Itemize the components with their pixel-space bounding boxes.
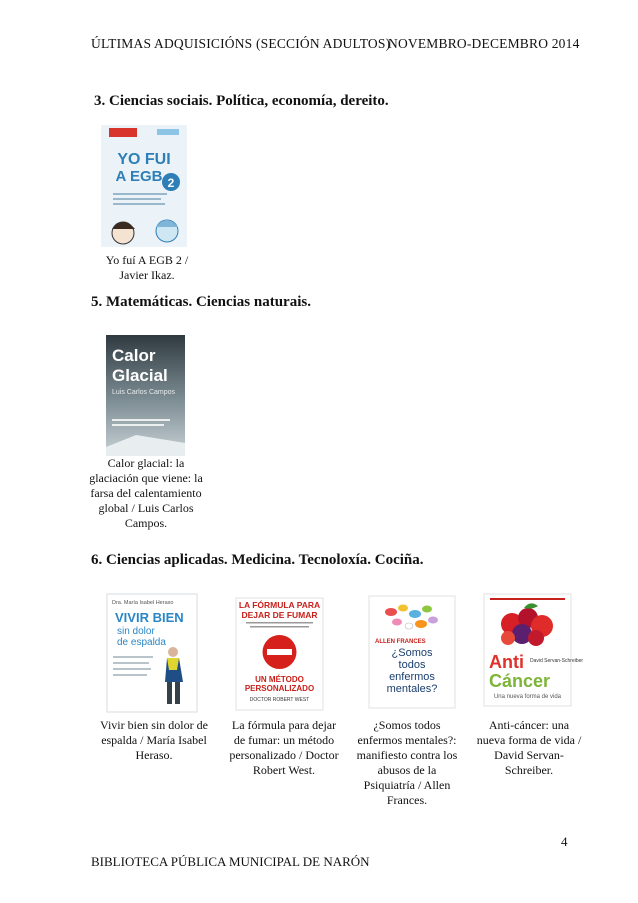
book-cover-vivir-bien[interactable] bbox=[107, 594, 197, 712]
book-cover-somos-todos[interactable] bbox=[369, 596, 455, 708]
cover-title-line: PERSONALIZADO bbox=[244, 684, 315, 693]
book-cover-yo-fui-a-egb[interactable] bbox=[101, 125, 187, 247]
cover-title-line: YO FUI bbox=[117, 151, 171, 168]
cover-title-line: mentales? bbox=[386, 683, 438, 695]
header-date: NOVEMBRO-DECEMBRO 2014 bbox=[388, 36, 580, 51]
footer-library: BIBLIOTECA PÚBLICA MUNICIPAL DE NARÓN bbox=[91, 854, 370, 869]
cover-subtitle: Una nueva forma de vida bbox=[493, 694, 562, 700]
cover-title-line: VIVIR BIEN bbox=[115, 610, 184, 625]
book-caption: La fórmula para dejar de fumar: un método personalizado / Doctor Robert West. bbox=[229, 718, 339, 777]
book-caption: ¿Somos todos enfermos mentales?: manifiesto contra los abusos de la Psiquiatría / Allen Frances. bbox=[356, 718, 458, 807]
book-caption: Yo fuí A EGB 2 / Javier Ikaz. bbox=[105, 253, 189, 282]
book-cover-dejar-de-fumar[interactable] bbox=[236, 598, 323, 710]
cover-title-line: A EGB bbox=[115, 168, 163, 185]
cover-author: DOCTOR ROBERT WEST bbox=[249, 697, 310, 703]
section-title: 5. Matemáticas. Ciencias naturais. bbox=[91, 294, 311, 310]
cover-title-line: LA FÓRMULA PARA bbox=[238, 600, 321, 610]
cover-title-line: Anti bbox=[489, 652, 524, 672]
cover-title-line: enfermos bbox=[389, 671, 435, 683]
page-number: 4 bbox=[561, 834, 568, 849]
cover-title-line: todos bbox=[398, 659, 426, 671]
cover-title-line: UN MÉTODO bbox=[255, 675, 304, 684]
cover-author: ALLEN FRANCES bbox=[375, 639, 426, 645]
cover-author: David Servan-Schreiber bbox=[530, 658, 584, 664]
cover-title-line: 2 bbox=[167, 176, 175, 190]
cover-title-line: sin dolor bbox=[117, 626, 155, 637]
section-title: 6. Ciencias aplicadas. Medicina. Tecnoloxía. Cociña. bbox=[91, 552, 424, 568]
book-caption: Calor glacial: la glaciación que viene: la farsa del calentamiento global / Luis Carlos Campos. bbox=[89, 456, 203, 530]
book-caption: Anti-cáncer: una nueva forma de vida / David Servan-Schreiber. bbox=[476, 718, 582, 777]
cover-author: Dra. María Isabel Heraso bbox=[112, 600, 174, 606]
cover-title-line: ¿Somos bbox=[391, 647, 433, 659]
section-title: 3. Ciencias sociais. Política, economía, dereito. bbox=[94, 93, 389, 109]
book-cover-anti-cancer[interactable] bbox=[484, 594, 584, 706]
cover-title-line: Calor bbox=[112, 346, 156, 365]
book-caption: Vivir bien sin dolor de espalda / María Isabel Heraso. bbox=[100, 718, 208, 762]
cover-title-line: Cáncer bbox=[489, 671, 551, 691]
header-title: ÚLTIMAS ADQUISICIÓNS (SECCIÓN ADULTOS) bbox=[91, 36, 391, 51]
cover-title-line: DEJAR DE FUMAR bbox=[241, 610, 318, 620]
cover-title-line: de espalda bbox=[117, 637, 166, 648]
book-cover-calor-glacial[interactable] bbox=[106, 335, 185, 456]
cover-title-line: Glacial bbox=[112, 366, 168, 385]
cover-author: Luis Carlos Campos bbox=[112, 389, 176, 396]
